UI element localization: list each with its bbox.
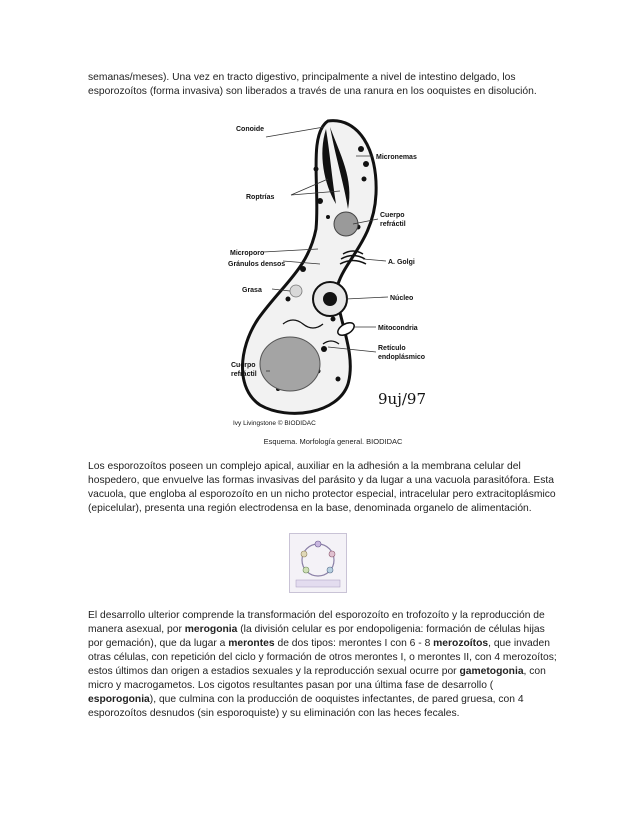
term-esporogonia: esporogonia [88,694,150,705]
term-merogonia: merogonia [184,624,238,635]
label-cuerpo-refractil-2b: refráctil [231,371,257,378]
paragraph-1: semanas/meses). Una vez en tracto digestivo, principalmente a nivel de intestino delgado, los esporozoítos (forma invasiva) son liberados a través de una ranura en los ooquistes en disolución. [88,72,537,97]
label-cuerpo-refractil-1b: refráctil [380,221,406,228]
label-conoide: Conoide [236,126,264,133]
label-golgi: A. Golgi [388,259,415,266]
term-gametogonia: gametogonia [459,666,524,677]
label-cuerpo-refractil-1a: Cuerpo [380,212,405,219]
label-reticulo-b: endoplásmico [378,354,426,361]
sporozoite-drawing [228,109,438,434]
figure-caption: Esquema. Morfología general. BIODIDAC [263,437,403,446]
paragraph-3: El desarrollo ulterior comprende la transformación del esporozoíto en trofozoíto y la reproducción de manera asexual, por merogonia (la división celular es por endopoligenia: formación de células hijas por gemación), que da lugar a merontes de dos tipos: merontes I con 6 - 8 merozoítos, que invaden otras células, con repetición del ciclo y formación de otros merontes I, o merontes II, con 4 merozoítos; estos últimos dan origen a estadios sexuales y la reproducción sexual ocurre por gametogonia, con micro y macrogametos. Los cigotos resultantes pasan por una última fase de desarrollo ( esporogonia), que culmina con la producción de ooquistes infectantes, de pared gruesa, con 4 esporozoítos desnudos (sin esporoquiste) y su eliminación con las heces fecales. [88,610,557,719]
term-merozoitos: merozoítos [433,638,489,649]
sporozoite-diagram [228,109,438,434]
signature: 9uj/97 [378,390,426,408]
label-cuerpo-refractil-2a: Cuerpo [231,362,256,369]
label-reticulo-a: Retículo [378,345,406,352]
paragraph-2: Los esporozoítos poseen un complejo apical, auxiliar en la adhesión a la membrana celular del hospedero, que envuelve las formas invasivas del parásito y da lugar a una vacuola parasitófora. Esta vacuola, que engloba al esporozoíto en un nicho protector especial, intracelular pero extracitoplásmico (epicelular), presenta una región electrodensa en la base, denominada organelo de alimentación. [88,461,556,514]
lifecycle-thumbnail [289,533,347,593]
label-mitocondria: Mitocondria [378,325,418,332]
term-merontes: merontes [228,638,275,649]
label-micronemas: Micronemas [376,154,417,161]
label-grasa: Grasa [242,287,262,294]
figure-credit: Ivy Livingstone © BIODIDAC [233,420,316,427]
label-granulos-densos: Gránulos densos [228,261,286,268]
label-roptrias: Roptrías [246,194,275,201]
label-nucleo: Núcleo [390,295,414,302]
lifecycle-drawing [290,534,346,592]
label-microporo: Microporo [230,250,265,257]
